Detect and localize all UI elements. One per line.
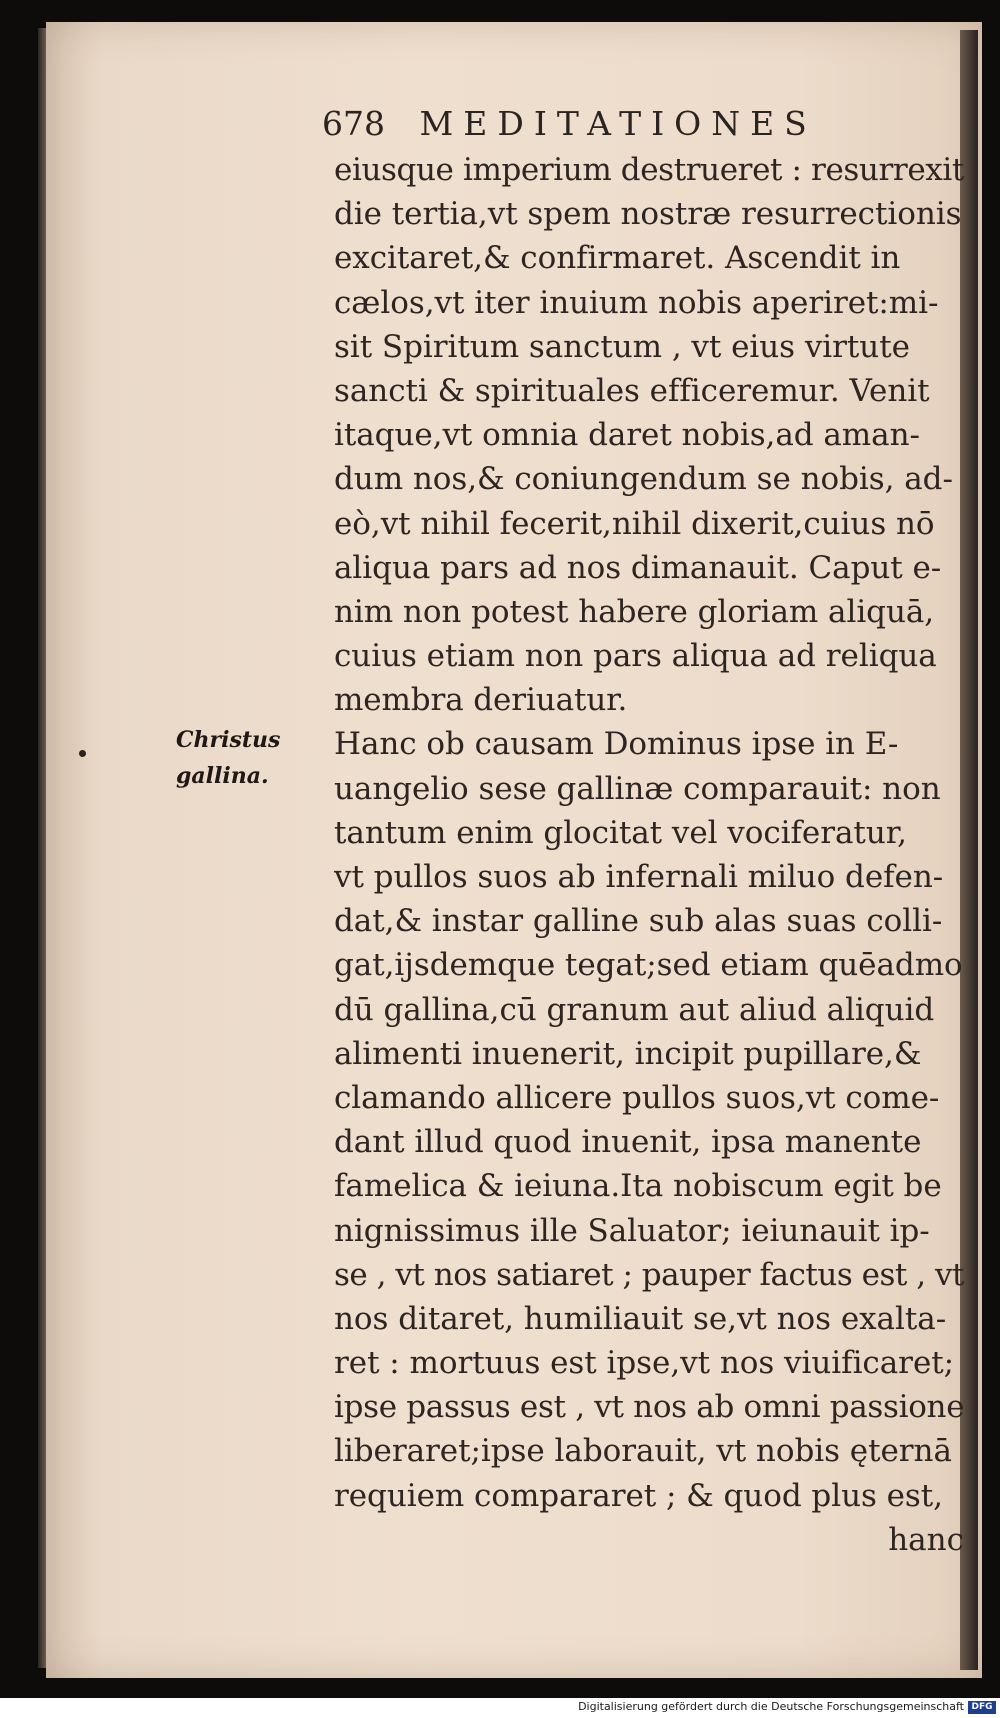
text-line: membra deriuatur.	[334, 682, 628, 719]
marginal-note-line: Christus	[176, 727, 281, 753]
text-line: excitaret,& confirmaret. Ascendit in	[334, 240, 901, 277]
text-line: ret : mortuus est ipse,vt nos viuificaret;	[334, 1345, 955, 1382]
text-line: nim non potest habere gloriam aliquā,	[334, 593, 935, 630]
text-line: cælos,vt iter inuium nobis aperiret:mi-	[334, 284, 939, 321]
text-line: tantum enim glocitat vel vociferatur,	[334, 814, 907, 851]
text-line: die tertia,vt spem nostræ resurrectionis	[334, 196, 962, 233]
page-number: 678	[322, 104, 385, 143]
text-line: dant illud quod inuenit, ipsa manente	[334, 1124, 922, 1161]
text-line: ipse passus est , vt nos ab omni passione	[334, 1389, 965, 1426]
text-line: eò,vt nihil fecerit,nihil dixerit,cuius nō	[334, 505, 935, 542]
text-line: requiem compararet ; & quod plus est,	[334, 1477, 943, 1514]
text-line: nignissimus ille Saluator; ieiunauit ip-	[334, 1212, 930, 1249]
text-line: gat,ijsdemque tegat;sed etiam quēadmo	[334, 947, 963, 984]
text-line: sit Spiritum sanctum , vt eius virtute	[334, 328, 910, 365]
text-line: uangelio sese gallinæ comparauit: non	[334, 770, 941, 807]
body-text	[334, 148, 966, 1562]
text-line: itaque,vt omnia daret nobis,ad aman-	[334, 417, 920, 454]
text-line: dum nos,& coniungendum se nobis, ad-	[334, 461, 953, 498]
text-line: eiusque imperium destrueret : resurrexit	[334, 152, 964, 188]
marginal-note	[176, 722, 306, 794]
dfg-logo: DFG	[968, 1701, 996, 1714]
text-line: sancti & spirituales efficeremur. Venit	[334, 372, 930, 409]
text-line: vt pullos suos ab infernali miluo defen-	[334, 859, 944, 895]
text-line: Hanc ob causam Dominus ipse in E-	[334, 726, 899, 763]
text-line: alimenti inuenerit, incipit pupillare,&	[334, 1035, 922, 1072]
marginal-note-line: gallina.	[176, 763, 269, 789]
text-line: se , vt nos satiaret ; pauper factus est , vt	[334, 1256, 964, 1293]
text-line: aliqua pars ad nos dimanauit. Caput e-	[334, 549, 942, 586]
running-header	[322, 104, 817, 143]
text-line: cuius etiam non pars aliqua ad reliqua	[334, 638, 937, 675]
text-line: liberaret;ipse laborauit, vt nobis ęternā	[334, 1433, 952, 1470]
text-line: dū gallina,cū granum aut aliud aliquid	[334, 991, 935, 1028]
text-line: clamando allicere pullos suos,vt come-	[334, 1079, 940, 1116]
funding-credit: Digitalisierung gefördert durch die Deutsche Forschungsgemeinschaft	[578, 1700, 964, 1713]
digitization-footer	[0, 1698, 1000, 1718]
text-line: dat,& instar galline sub alas suas colli-	[334, 903, 943, 940]
margin-mark	[79, 750, 86, 757]
catchword: hanc	[888, 1521, 964, 1558]
text-line: famelica & ieiuna.Ita nobiscum egit be	[334, 1168, 942, 1205]
text-line: nos ditaret, humiliauit se,vt nos exalta-	[334, 1300, 947, 1337]
running-title: MEDITATIONES	[419, 104, 817, 143]
